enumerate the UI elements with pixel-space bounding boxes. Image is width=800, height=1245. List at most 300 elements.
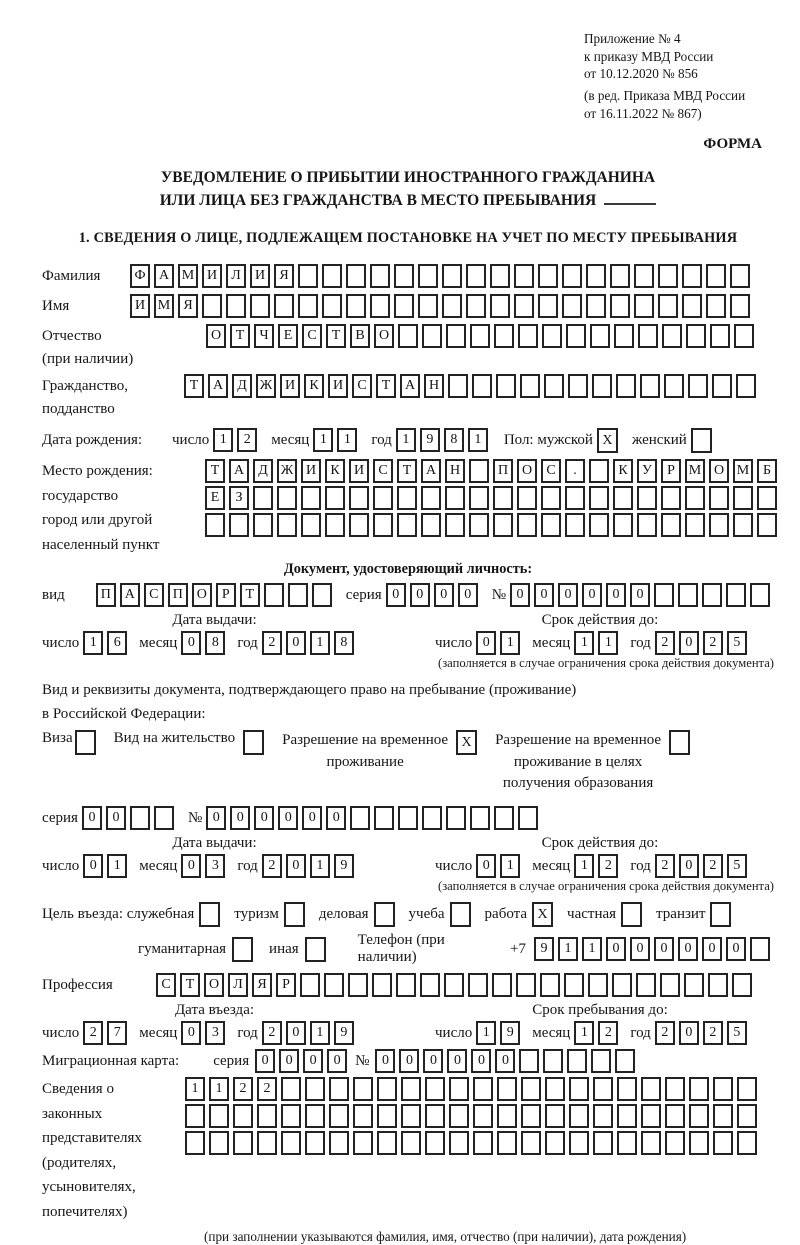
representatives-row1-cell[interactable] [617,1077,637,1101]
birth-place-row2-cell[interactable]: З [229,486,249,510]
representatives-row3-cell[interactable] [257,1131,277,1155]
profession-cell[interactable] [396,973,416,997]
mig-seriya-cell[interactable]: 0 [303,1049,323,1073]
citizenship-cell[interactable]: И [328,374,348,398]
sex-female-checkbox[interactable] [691,428,712,453]
birth-place-row3-cell[interactable] [613,513,633,537]
doc-type-cell[interactable] [288,583,308,607]
mig-seriya-cell[interactable]: 0 [255,1049,275,1073]
birth-place-row2-cell[interactable] [421,486,441,510]
representatives-row3-cell[interactable] [521,1131,541,1155]
res-number-cell[interactable] [470,806,490,830]
birth-place-row1-cell[interactable]: А [229,459,249,483]
stay-day-cell[interactable]: 9 [500,1021,520,1045]
doc-type-cell[interactable]: С [144,583,164,607]
surname-cell[interactable] [634,264,654,288]
res-seriya-cell[interactable] [130,806,150,830]
birth-place-row3-cell[interactable] [445,513,465,537]
citizenship-cell[interactable] [688,374,708,398]
birth-place-row3-cell[interactable] [205,513,225,537]
doc-number-cell[interactable]: 0 [510,583,530,607]
given-name-cell[interactable] [514,294,534,318]
birth-place-row3-cell[interactable] [685,513,705,537]
citizenship-cell[interactable] [472,374,492,398]
citizenship-cell[interactable] [736,374,756,398]
representatives-row2-cell[interactable] [713,1104,733,1128]
birth-place-row1-cell[interactable]: Н [445,459,465,483]
birth-place-row1-cell[interactable]: И [349,459,369,483]
purpose-ucheba-checkbox[interactable] [450,902,471,927]
birth-place-row2-cell[interactable] [685,486,705,510]
representatives-row1-cell[interactable] [665,1077,685,1101]
patronymic-cell[interactable]: Е [278,324,298,348]
entry-month-cell[interactable]: 0 [181,1021,201,1045]
phone-cell[interactable]: 0 [678,937,698,961]
surname-cell[interactable] [418,264,438,288]
mig-number-cell[interactable]: 0 [471,1049,491,1073]
surname-cell[interactable] [514,264,534,288]
given-name-cell[interactable]: И [130,294,150,318]
birth-place-row1-cell[interactable]: И [301,459,321,483]
doc-issue-year-cell[interactable]: 0 [286,631,306,655]
birth-place-row2-cell[interactable] [373,486,393,510]
res-issue-month-cell[interactable]: 3 [205,854,225,878]
phone-cell[interactable]: 0 [702,937,722,961]
representatives-row3-cell[interactable] [209,1131,229,1155]
representatives-row1-cell[interactable]: 2 [257,1077,277,1101]
residence-permit-checkbox[interactable] [243,730,264,755]
representatives-row2-cell[interactable] [737,1104,757,1128]
birth-place-row1-cell[interactable]: Ж [277,459,297,483]
surname-cell[interactable]: Я [274,264,294,288]
surname-cell[interactable] [586,264,606,288]
doc-seriya-cell[interactable]: 0 [434,583,454,607]
res-valid-year-cell[interactable]: 0 [679,854,699,878]
mig-number-cell[interactable] [519,1049,539,1073]
purpose-rabota-checkbox[interactable]: X [532,902,553,927]
birth-place-row1-cell[interactable] [469,459,489,483]
profession-cell[interactable]: Л [228,973,248,997]
profession-cell[interactable]: Р [276,973,296,997]
surname-cell[interactable] [730,264,750,288]
given-name-cell[interactable] [538,294,558,318]
birth-place-row3-cell[interactable] [253,513,273,537]
representatives-row2-cell[interactable] [377,1104,397,1128]
given-name-cell[interactable] [562,294,582,318]
given-name-cell[interactable] [298,294,318,318]
profession-cell[interactable] [708,973,728,997]
citizenship-cell[interactable]: К [304,374,324,398]
res-valid-year-cell[interactable]: 2 [655,854,675,878]
res-seriya-cell[interactable]: 0 [82,806,102,830]
mig-seriya-cell[interactable]: 0 [327,1049,347,1073]
doc-type-cell[interactable]: П [96,583,116,607]
representatives-row3-cell[interactable] [401,1131,421,1155]
res-number-cell[interactable] [446,806,466,830]
profession-cell[interactable]: Я [252,973,272,997]
given-name-cell[interactable] [730,294,750,318]
birth-place-row1-cell[interactable]: А [421,459,441,483]
representatives-row3-cell[interactable] [281,1131,301,1155]
representatives-row1-cell[interactable] [425,1077,445,1101]
given-name-cell[interactable]: Я [178,294,198,318]
patronymic-cell[interactable] [494,324,514,348]
profession-cell[interactable] [588,973,608,997]
birth-place-row3-cell[interactable] [373,513,393,537]
patronymic-cell[interactable]: Ч [254,324,274,348]
representatives-row2-cell[interactable] [593,1104,613,1128]
doc-type-cell[interactable]: Т [240,583,260,607]
doc-seriya-cell[interactable]: 0 [386,583,406,607]
entry-year-cell[interactable]: 1 [310,1021,330,1045]
entry-month-cell[interactable]: 3 [205,1021,225,1045]
res-issue-day-cell[interactable]: 1 [107,854,127,878]
representatives-row2-cell[interactable] [329,1104,349,1128]
res-number-cell[interactable]: 0 [254,806,274,830]
res-issue-year-cell[interactable]: 1 [310,854,330,878]
birth-place-row3-cell[interactable] [325,513,345,537]
birth-place-row3-cell[interactable] [421,513,441,537]
phone-cell[interactable]: 0 [654,937,674,961]
surname-cell[interactable] [298,264,318,288]
representatives-row2-cell[interactable] [425,1104,445,1128]
res-number-cell[interactable]: 0 [278,806,298,830]
representatives-row2-cell[interactable] [569,1104,589,1128]
representatives-row2-cell[interactable] [617,1104,637,1128]
representatives-row3-cell[interactable] [497,1131,517,1155]
purpose-turizm-checkbox[interactable] [284,902,305,927]
phone-cell[interactable]: 9 [534,937,554,961]
representatives-row2-cell[interactable] [473,1104,493,1128]
doc-type-cell[interactable]: П [168,583,188,607]
profession-cell[interactable] [492,973,512,997]
phone-cell[interactable] [750,937,770,961]
visa-checkbox[interactable] [75,730,96,755]
birth-place-row1-cell[interactable]: . [565,459,585,483]
doc-type-cell[interactable]: О [192,583,212,607]
phone-cell[interactable]: 0 [726,937,746,961]
representatives-row3-cell[interactable] [593,1131,613,1155]
citizenship-cell[interactable] [592,374,612,398]
profession-cell[interactable] [300,973,320,997]
birth-place-row1-cell[interactable]: У [637,459,657,483]
given-name-cell[interactable] [346,294,366,318]
birth-year-cell[interactable]: 8 [444,428,464,452]
surname-cell[interactable]: Л [226,264,246,288]
representatives-row3-cell[interactable] [377,1131,397,1155]
surname-cell[interactable] [490,264,510,288]
representatives-row3-cell[interactable] [737,1131,757,1155]
representatives-row1-cell[interactable] [593,1077,613,1101]
res-issue-month-cell[interactable]: 0 [181,854,201,878]
mig-number-cell[interactable]: 0 [375,1049,395,1073]
given-name-cell[interactable] [466,294,486,318]
surname-cell[interactable]: Ф [130,264,150,288]
doc-valid-year-cell[interactable]: 2 [655,631,675,655]
purpose-tranzit-checkbox[interactable] [710,902,731,927]
citizenship-cell[interactable]: Т [184,374,204,398]
birth-year-cell[interactable]: 9 [420,428,440,452]
surname-cell[interactable]: М [178,264,198,288]
doc-type-cell[interactable] [264,583,284,607]
purpose-delovaya-checkbox[interactable] [374,902,395,927]
patronymic-cell[interactable]: С [302,324,322,348]
representatives-row3-cell[interactable] [641,1131,661,1155]
doc-number-cell[interactable] [654,583,674,607]
representatives-row2-cell[interactable] [449,1104,469,1128]
surname-cell[interactable] [562,264,582,288]
surname-cell[interactable] [706,264,726,288]
birth-place-row3-cell[interactable] [733,513,753,537]
stay-year-cell[interactable]: 2 [703,1021,723,1045]
birth-place-row2-cell[interactable] [613,486,633,510]
res-number-cell[interactable] [518,806,538,830]
representatives-row3-cell[interactable] [449,1131,469,1155]
representatives-row2-cell[interactable] [689,1104,709,1128]
citizenship-cell[interactable] [616,374,636,398]
patronymic-cell[interactable] [590,324,610,348]
profession-cell[interactable] [684,973,704,997]
birth-place-row3-cell[interactable] [541,513,561,537]
birth-place-row1-cell[interactable]: П [493,459,513,483]
given-name-cell[interactable] [658,294,678,318]
patronymic-cell[interactable] [566,324,586,348]
stay-year-cell[interactable]: 5 [727,1021,747,1045]
profession-cell[interactable] [372,973,392,997]
representatives-row3-cell[interactable] [329,1131,349,1155]
birth-place-row3-cell[interactable] [469,513,489,537]
birth-month-cell[interactable]: 1 [337,428,357,452]
res-issue-year-cell[interactable]: 2 [262,854,282,878]
doc-issue-year-cell[interactable]: 1 [310,631,330,655]
birth-place-row2-cell[interactable] [733,486,753,510]
representatives-row1-cell[interactable] [689,1077,709,1101]
given-name-cell[interactable] [610,294,630,318]
representatives-row2-cell[interactable] [353,1104,373,1128]
birth-place-row1-cell[interactable]: Т [397,459,417,483]
entry-year-cell[interactable]: 2 [262,1021,282,1045]
patronymic-cell[interactable]: О [206,324,226,348]
surname-cell[interactable] [370,264,390,288]
res-valid-month-cell[interactable]: 2 [598,854,618,878]
representatives-row1-cell[interactable] [713,1077,733,1101]
given-name-cell[interactable] [634,294,654,318]
profession-cell[interactable] [420,973,440,997]
representatives-row1-cell[interactable]: 1 [209,1077,229,1101]
res-number-cell[interactable]: 0 [230,806,250,830]
citizenship-cell[interactable]: А [208,374,228,398]
sex-male-checkbox[interactable]: X [597,428,618,453]
given-name-cell[interactable] [706,294,726,318]
representatives-row3-cell[interactable] [425,1131,445,1155]
birth-place-row2-cell[interactable] [349,486,369,510]
mig-number-cell[interactable] [591,1049,611,1073]
given-name-cell[interactable] [682,294,702,318]
res-seriya-cell[interactable] [154,806,174,830]
doc-issue-day-cell[interactable]: 1 [83,631,103,655]
representatives-row3-cell[interactable] [713,1131,733,1155]
birth-place-row2-cell[interactable] [397,486,417,510]
representatives-row1-cell[interactable] [353,1077,373,1101]
res-valid-day-cell[interactable]: 1 [500,854,520,878]
patronymic-cell[interactable] [614,324,634,348]
representatives-row3-cell[interactable] [569,1131,589,1155]
profession-cell[interactable] [444,973,464,997]
representatives-row1-cell[interactable] [449,1077,469,1101]
profession-cell[interactable]: Т [180,973,200,997]
representatives-row1-cell[interactable] [377,1077,397,1101]
birth-place-row3-cell[interactable] [661,513,681,537]
patronymic-cell[interactable]: В [350,324,370,348]
doc-valid-year-cell[interactable]: 2 [703,631,723,655]
doc-type-cell[interactable]: Р [216,583,236,607]
profession-cell[interactable] [324,973,344,997]
mig-seriya-cell[interactable]: 0 [279,1049,299,1073]
purpose-sluzhebnaya-checkbox[interactable] [199,902,220,927]
birth-place-row2-cell[interactable]: Е [205,486,225,510]
birth-day-cell[interactable]: 1 [213,428,233,452]
citizenship-cell[interactable] [520,374,540,398]
representatives-row2-cell[interactable] [209,1104,229,1128]
surname-cell[interactable] [442,264,462,288]
representatives-row3-cell[interactable] [665,1131,685,1155]
doc-issue-day-cell[interactable]: 6 [107,631,127,655]
given-name-cell[interactable] [370,294,390,318]
birth-year-cell[interactable]: 1 [396,428,416,452]
surname-cell[interactable] [394,264,414,288]
birth-place-row1-cell[interactable]: М [685,459,705,483]
res-issue-year-cell[interactable]: 0 [286,854,306,878]
birth-place-row1-cell[interactable]: М [733,459,753,483]
profession-cell[interactable] [636,973,656,997]
doc-number-cell[interactable]: 0 [630,583,650,607]
representatives-row2-cell[interactable] [233,1104,253,1128]
temp-residence-checkbox[interactable]: X [456,730,477,755]
doc-valid-month-cell[interactable]: 1 [598,631,618,655]
surname-cell[interactable]: А [154,264,174,288]
res-number-cell[interactable]: 0 [302,806,322,830]
res-number-cell[interactable] [398,806,418,830]
citizenship-cell[interactable] [544,374,564,398]
birth-place-row2-cell[interactable] [709,486,729,510]
birth-place-row2-cell[interactable] [517,486,537,510]
purpose-gumanitarnaya-checkbox[interactable] [232,937,253,962]
representatives-row1-cell[interactable] [641,1077,661,1101]
citizenship-cell[interactable]: И [280,374,300,398]
patronymic-cell[interactable] [518,324,538,348]
representatives-row2-cell[interactable] [281,1104,301,1128]
representatives-row2-cell[interactable] [545,1104,565,1128]
representatives-row2-cell[interactable] [665,1104,685,1128]
birth-place-row2-cell[interactable] [661,486,681,510]
doc-number-cell[interactable] [750,583,770,607]
profession-cell[interactable]: С [156,973,176,997]
patronymic-cell[interactable] [446,324,466,348]
doc-valid-day-cell[interactable]: 1 [500,631,520,655]
representatives-row3-cell[interactable] [689,1131,709,1155]
surname-cell[interactable]: И [250,264,270,288]
given-name-cell[interactable] [442,294,462,318]
birth-place-row2-cell[interactable] [637,486,657,510]
representatives-row2-cell[interactable] [521,1104,541,1128]
doc-valid-year-cell[interactable]: 0 [679,631,699,655]
given-name-cell[interactable] [418,294,438,318]
entry-day-cell[interactable]: 7 [107,1021,127,1045]
citizenship-cell[interactable]: А [400,374,420,398]
doc-valid-year-cell[interactable]: 5 [727,631,747,655]
representatives-row1-cell[interactable] [497,1077,517,1101]
surname-cell[interactable] [610,264,630,288]
entry-year-cell[interactable]: 9 [334,1021,354,1045]
birth-place-row3-cell[interactable] [277,513,297,537]
surname-cell[interactable]: И [202,264,222,288]
birth-place-row3-cell[interactable] [565,513,585,537]
stay-day-cell[interactable]: 1 [476,1021,496,1045]
res-valid-month-cell[interactable]: 1 [574,854,594,878]
patronymic-cell[interactable]: Т [326,324,346,348]
representatives-row2-cell[interactable] [185,1104,205,1128]
representatives-row3-cell[interactable] [233,1131,253,1155]
doc-seriya-cell[interactable]: 0 [458,583,478,607]
citizenship-cell[interactable] [712,374,732,398]
birth-place-row3-cell[interactable] [493,513,513,537]
representatives-row3-cell[interactable] [353,1131,373,1155]
representatives-row3-cell[interactable] [545,1131,565,1155]
res-number-cell[interactable] [374,806,394,830]
entry-year-cell[interactable]: 0 [286,1021,306,1045]
citizenship-cell[interactable] [448,374,468,398]
birth-place-row1-cell[interactable]: Т [205,459,225,483]
mig-number-cell[interactable] [567,1049,587,1073]
representatives-row1-cell[interactable] [473,1077,493,1101]
birth-place-row3-cell[interactable] [637,513,657,537]
doc-type-cell[interactable] [312,583,332,607]
doc-number-cell[interactable]: 0 [606,583,626,607]
stay-year-cell[interactable]: 0 [679,1021,699,1045]
citizenship-cell[interactable]: Д [232,374,252,398]
birth-place-row1-cell[interactable]: О [709,459,729,483]
mig-number-cell[interactable]: 0 [495,1049,515,1073]
doc-issue-year-cell[interactable]: 8 [334,631,354,655]
representatives-row3-cell[interactable] [473,1131,493,1155]
citizenship-cell[interactable] [568,374,588,398]
mig-number-cell[interactable]: 0 [423,1049,443,1073]
citizenship-cell[interactable] [496,374,516,398]
representatives-row2-cell[interactable] [401,1104,421,1128]
patronymic-cell[interactable] [422,324,442,348]
birth-place-row3-cell[interactable] [301,513,321,537]
representatives-row1-cell[interactable] [521,1077,541,1101]
birth-place-row2-cell[interactable] [325,486,345,510]
mig-number-cell[interactable]: 0 [447,1049,467,1073]
given-name-cell[interactable] [226,294,246,318]
representatives-row2-cell[interactable] [497,1104,517,1128]
phone-cell[interactable]: 0 [606,937,626,961]
patronymic-cell[interactable] [686,324,706,348]
birth-place-row2-cell[interactable] [445,486,465,510]
res-number-cell[interactable] [422,806,442,830]
birth-place-row1-cell[interactable] [589,459,609,483]
surname-cell[interactable] [538,264,558,288]
representatives-row1-cell[interactable] [737,1077,757,1101]
birth-place-row2-cell[interactable] [469,486,489,510]
purpose-chastnaya-checkbox[interactable] [621,902,642,927]
patronymic-cell[interactable] [470,324,490,348]
representatives-row1-cell[interactable]: 1 [185,1077,205,1101]
res-valid-day-cell[interactable]: 0 [476,854,496,878]
representatives-row2-cell[interactable] [641,1104,661,1128]
res-valid-year-cell[interactable]: 5 [727,854,747,878]
